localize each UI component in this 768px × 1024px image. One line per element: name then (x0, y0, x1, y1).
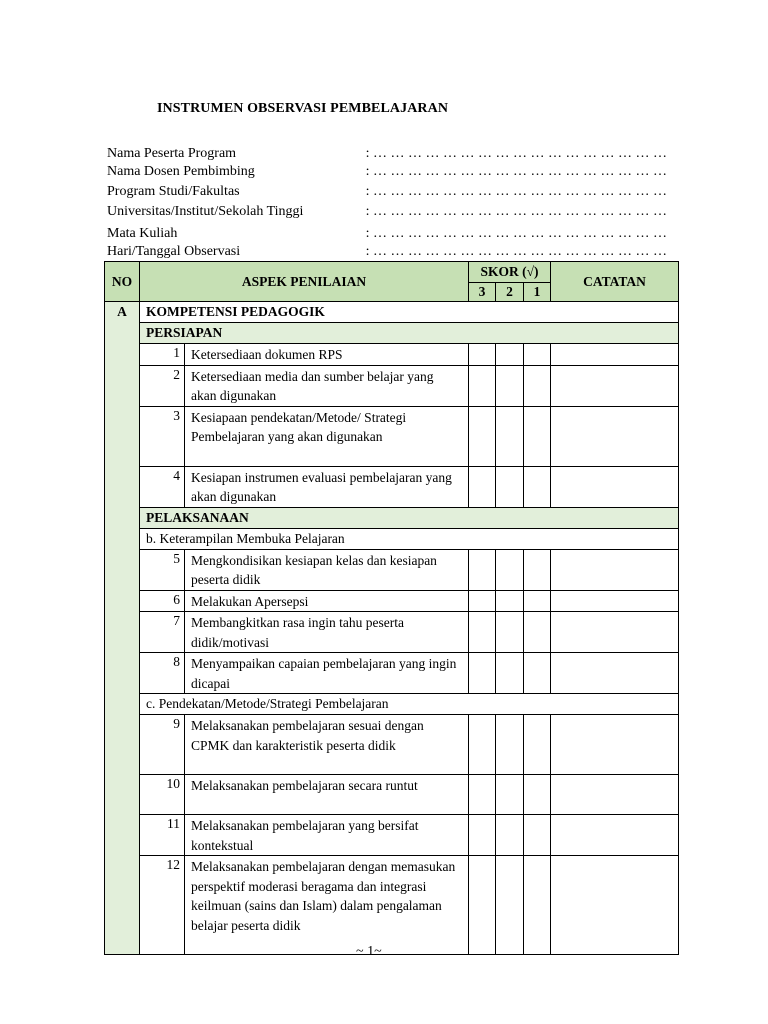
section-title: KOMPETENSI PEDAGOGIK (140, 302, 679, 323)
item-number: 7 (140, 612, 185, 653)
item-text: Ketersediaan media dan sumber belajar yang akan digunakan (185, 365, 469, 406)
header-no: NO (105, 262, 140, 302)
item-number: 8 (140, 653, 185, 694)
score-cell-3[interactable] (469, 815, 496, 856)
info-label: Nama Peserta Program (107, 146, 237, 161)
item-number: 4 (140, 466, 185, 507)
item-text: Membangkitkan rasa ingin tahu peserta didik/motivasi (185, 612, 469, 653)
item-number: 6 (140, 590, 185, 612)
info-block (107, 145, 667, 261)
info-value: : … … … … … … … … … … … … … … … … … (365, 184, 667, 199)
info-row (107, 183, 667, 201)
info-value: : … … … … … … … … … … … … … … … … … (365, 146, 667, 161)
score-cell-1[interactable] (524, 856, 551, 955)
info-row (107, 225, 667, 243)
score-cell-3[interactable] (469, 856, 496, 955)
item-number: 5 (140, 549, 185, 590)
score-cell-2[interactable] (496, 344, 524, 366)
subheading-b: b. Keterampilan Membuka Pelajaran (140, 528, 679, 549)
score-cell-3[interactable] (469, 344, 496, 366)
notes-cell[interactable] (551, 406, 679, 466)
item-number: 11 (140, 815, 185, 856)
score-cell-3[interactable] (469, 406, 496, 466)
item-number: 12 (140, 856, 185, 955)
info-row (107, 145, 667, 163)
notes-cell[interactable] (551, 612, 679, 653)
score-cell-2[interactable] (496, 590, 524, 612)
item-text: Melaksanakan pembelajaran dengan memasukan perspektif moderasi beragama dan integrasi keilmuan (sains dan Islam) dalam pengalaman belajar peserta didik (185, 856, 469, 955)
item-text: Melaksanakan pembelajaran yang bersifat kontekstual (185, 815, 469, 856)
notes-cell[interactable] (551, 775, 679, 815)
score-cell-2[interactable] (496, 815, 524, 856)
info-label: Universitas/Institut/Sekolah Tinggi (107, 204, 304, 219)
info-label: Mata Kuliah (107, 226, 178, 241)
page-title: INSTRUMEN OBSERVASI PEMBELAJARAN (157, 101, 449, 116)
notes-cell[interactable] (551, 344, 679, 366)
info-label: Program Studi/Fakultas (107, 184, 240, 199)
item-text: Melakukan Apersepsi (185, 590, 469, 612)
item-number: 9 (140, 715, 185, 775)
score-cell-1[interactable] (524, 653, 551, 694)
header-score-1: 1 (524, 283, 551, 302)
score-cell-3[interactable] (469, 775, 496, 815)
score-cell-3[interactable] (469, 653, 496, 694)
notes-cell[interactable] (551, 715, 679, 775)
score-cell-2[interactable] (496, 549, 524, 590)
item-text: Kesiapaan pendekatan/Metode/ Strategi Pembelajaran yang akan digunakan (185, 406, 469, 466)
notes-cell[interactable] (551, 815, 679, 856)
notes-cell[interactable] (551, 590, 679, 612)
info-value: : … … … … … … … … … … … … … … … … … (365, 226, 667, 241)
subsection-pelaksanaan: PELAKSANAAN (140, 507, 679, 528)
score-cell-1[interactable] (524, 590, 551, 612)
info-row (107, 203, 667, 221)
score-cell-3[interactable] (469, 715, 496, 775)
notes-cell[interactable] (551, 365, 679, 406)
score-cell-2[interactable] (496, 715, 524, 775)
score-cell-2[interactable] (496, 856, 524, 955)
score-cell-3[interactable] (469, 365, 496, 406)
score-cell-3[interactable] (469, 612, 496, 653)
score-cell-1[interactable] (524, 365, 551, 406)
score-cell-2[interactable] (496, 612, 524, 653)
score-cell-2[interactable] (496, 653, 524, 694)
score-cell-1[interactable] (524, 775, 551, 815)
item-text: Melaksanakan pembelajaran secara runtut (185, 775, 469, 815)
score-cell-1[interactable] (524, 344, 551, 366)
score-cell-3[interactable] (469, 466, 496, 507)
header-catatan: CATATAN (551, 262, 679, 302)
score-cell-3[interactable] (469, 549, 496, 590)
item-number: 2 (140, 365, 185, 406)
subsection-persiapan: PERSIAPAN (140, 323, 679, 344)
subheading-c: c. Pendekatan/Metode/Strategi Pembelajaran (140, 694, 679, 715)
item-text: Ketersediaan dokumen RPS (185, 344, 469, 366)
header-skor: SKOR (√) (469, 262, 551, 283)
info-value: : … … … … … … … … … … … … … … … … … (365, 164, 667, 179)
page-number: ~ 1~ (356, 944, 382, 959)
header-score-3: 3 (469, 283, 496, 302)
item-text: Mengkondisikan kesiapan kelas dan kesiapan peserta didik (185, 549, 469, 590)
score-cell-3[interactable] (469, 590, 496, 612)
item-text: Menyampaikan capaian pembelajaran yang ingin dicapai (185, 653, 469, 694)
info-row (107, 163, 667, 181)
item-text: Kesiapan instrumen evaluasi pembelajaran yang akan digunakan (185, 466, 469, 507)
score-cell-1[interactable] (524, 612, 551, 653)
info-label: Hari/Tanggal Observasi (107, 244, 241, 259)
notes-cell[interactable] (551, 466, 679, 507)
score-cell-1[interactable] (524, 715, 551, 775)
header-score-2: 2 (496, 283, 524, 302)
notes-cell[interactable] (551, 653, 679, 694)
item-text: Melaksanakan pembelajaran sesuai dengan CPMK dan karakteristik peserta didik (185, 715, 469, 775)
item-number: 1 (140, 344, 185, 366)
score-cell-2[interactable] (496, 466, 524, 507)
score-cell-1[interactable] (524, 406, 551, 466)
score-cell-1[interactable] (524, 466, 551, 507)
notes-cell[interactable] (551, 856, 679, 955)
item-number: 10 (140, 775, 185, 815)
info-row (107, 243, 667, 261)
notes-cell[interactable] (551, 549, 679, 590)
score-cell-2[interactable] (496, 365, 524, 406)
item-number: 3 (140, 406, 185, 466)
header-aspek: ASPEK PENILAIAN (140, 262, 469, 302)
info-label: Nama Dosen Pembimbing (107, 164, 255, 179)
score-cell-2[interactable] (496, 775, 524, 815)
observation-table (104, 261, 679, 955)
score-cell-2[interactable] (496, 406, 524, 466)
score-cell-1[interactable] (524, 815, 551, 856)
info-value: : … … … … … … … … … … … … … … … … … (365, 244, 667, 259)
section-letter: A (105, 302, 140, 955)
info-value: : … … … … … … … … … … … … … … … … … (365, 204, 667, 219)
score-cell-1[interactable] (524, 549, 551, 590)
